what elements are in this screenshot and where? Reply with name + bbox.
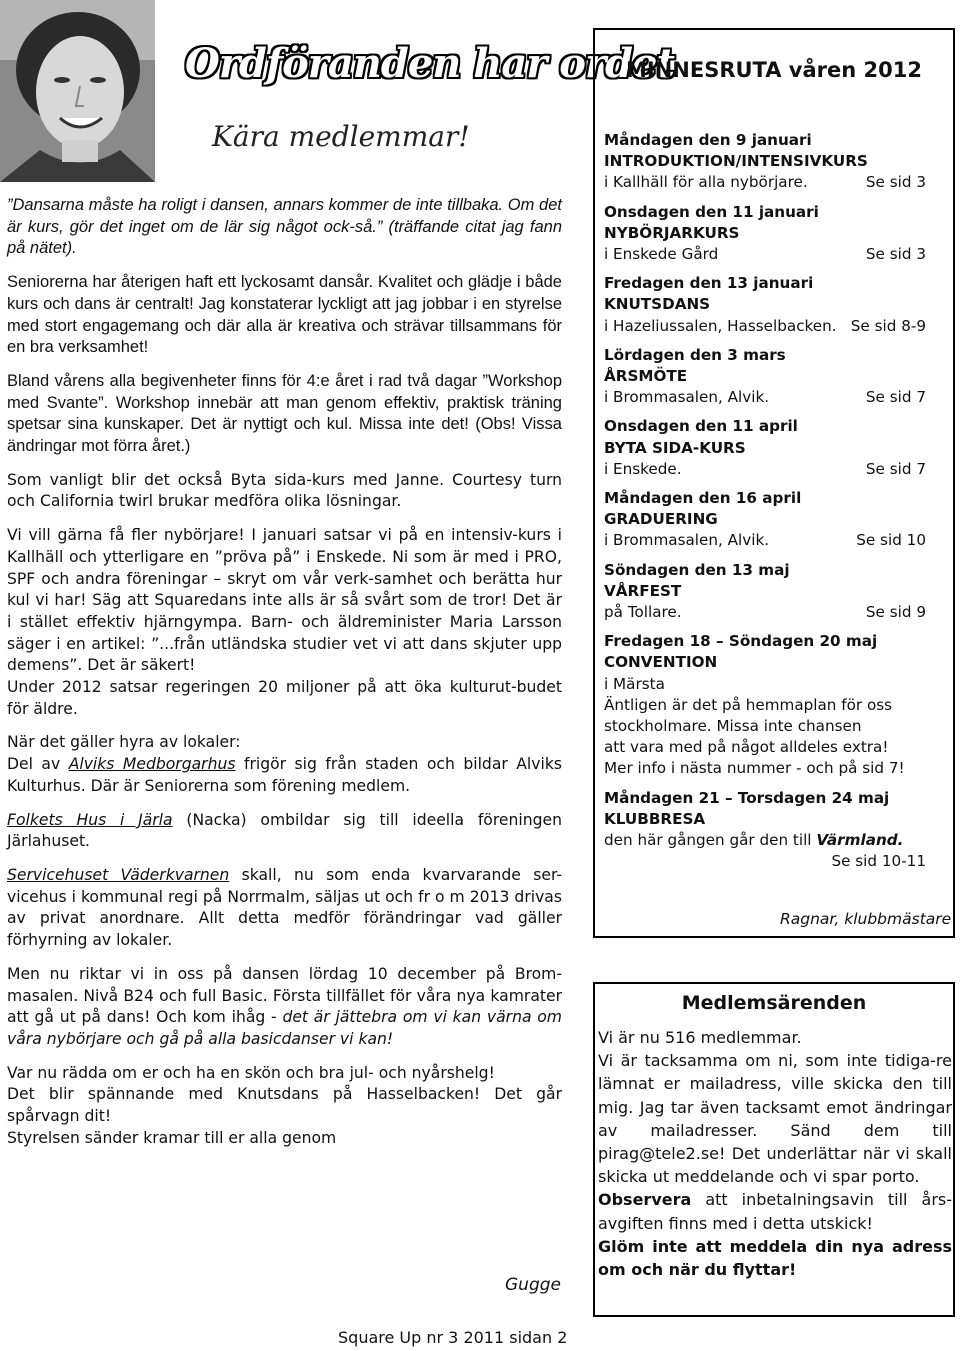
memo-event-list [604,130,926,881]
paragraph: Det blir spännande med Knutsdans på Hasselbacken! Det går spårvagn dit! [7,1085,562,1126]
paragraph: Under 2012 satsar regeringen 20 miljoner på att öka kulturut-budet för äldre. [7,678,562,718]
memo-event: Måndagen den 16 april GRADUERING i Brommasalen, Alvik. Se sid 10 [604,489,926,550]
members-reminder: Glöm inte att meddela din nya adress om och när du flyttar! [598,1236,952,1280]
memo-signature: Ragnar, klubbmästare [780,910,952,928]
memo-event-convention: Fredagen 18 – Söndagen 20 maj CONVENTION i Märsta Äntligen är det på hemmaplan för oss stockholmare. Missa inte chansen att vara med på något alldeles extra! Mer info i nästa nummer - och på sid 7! [604,632,905,778]
members-request: Vi är tacksamma om ni, som inte tidiga-re lämnat er mailadress, ville skicka den till mig. Jag tar även tacksamt emot ändringar av mailadresser. Sänd dem till pirag@tele2.se! Det underlättar när vi skall skicka ut meddelande och vi spar porto. [598,1051,952,1187]
paragraph: Folkets Hus i Järla (Nacka) ombildar sig till ideella föreningen Järlahuset. [7,810,562,851]
memo-event: Måndagen den 9 januari INTRODUKTION/INTENSIVKURS i Kallhäll för alla nybörjare. Se sid 3 [604,131,926,192]
greeting: Kära medlemmar! [212,120,470,153]
page-heading: Ordföranden har ordet [185,40,674,87]
memo-event: Söndagen den 13 maj VÅRFEST på Tollare. Se sid 9 [604,560,926,622]
memo-event: Fredagen den 13 januari KNUTSDANS i Hazeliussalen, Hasselbacken. Se sid 8-9 [604,274,926,335]
venue-name: Alviks Medborgarhus [68,755,236,774]
paragraph: När det gäller hyra av lokaler: Del av Alviks Medborgarhus frigör sig från staden och bildar Alviks Kulturhus. Där är Seniorerna som förening medlem. [7,733,562,795]
members-body [598,1026,952,1281]
memo-event-klubbresa: Måndagen 21 – Torsdagen 24 maj KLUBBRESA den här gången går den till Värmland. Se sid 10-11 [604,788,926,871]
memo-title: MINNESRUTA våren 2012 [626,58,922,82]
venue-name: Folkets Hus i Järla [7,810,173,829]
paragraph-line: När det gäller hyra av lokaler: [7,733,241,752]
page-footer: Square Up nr 3 2011 sidan 2 [338,1328,568,1347]
members-count: Vi är nu 516 medlemmar. [598,1028,802,1047]
emphasis: det är jättebra om vi kan värna om våra nybörjare och gå på alla basicdanser vi kan! [7,1008,562,1048]
paragraph-quote: ”Dansarna måste ha roligt i dansen, annars kommer de inte tillbaka. Om det är kurs, gör det inget om de lär sig något ock-så.” (träffande citat jag fann på nätet). [7,196,562,258]
paragraph: Var nu rädda om er och ha en skön och bra jul- och nyårshelg! [7,1063,495,1082]
paragraph: Men nu riktar vi in oss på dansen lördag 10 december på Brom-masalen. Nivå B24 och full Basic. Första tillfället för våra nya kamrater att gå ut på dans! Och kom ihåg - det är jättebra om vi kan värna om våra nybörjare och gå på alla basicdanser vi kan! [7,964,562,1048]
memo-event: Onsdagen den 11 april BYTA SIDA-KURS i Enskede. Se sid 7 [604,417,926,478]
author-photo [0,0,155,182]
members-notice: Observera att inbetalningsavin till års-avgiften finns med i detta utskick! [598,1190,952,1233]
paragraph: Styrelsen sänder kramar till er alla genom [7,1128,337,1147]
paragraph: Som vanligt blir det också Byta sida-kurs med Janne. Courtesy turn och California twirl brukar medföra olika lösningar. [7,470,562,511]
paragraph: Servicehuset Väderkvarnen skall, nu som enda kvarvarande ser-vicehus i kommunal regi på Norrmalm, säljas ut och fr o m 2013 drivas av privat anordnare. Allt detta medför förändringar vad gäller förhyrning av lokaler. [7,865,562,950]
article-body [7,195,562,1149]
paragraph: Seniorerna har återigen haft ett lyckosamt dansår. Kvalitet och glädje i både kurs och dans är centralt! Jag konstaterar lyckligt att jag jobbar i en styrelse med stort engagemang och där alla är kreativa och strävar tillsammans för en bra verksamhet! [7,273,562,357]
paragraph: Bland vårens alla begivenheter finns för 4:e året i rad två dagar ”Workshop med Svante”. Workshop innebär att man genom effektiv, praktisk träning spetsar sina kunskaper. Det är nyttigt och kul. Missa inte det! (Obs! Vissa ändringar mot förra året.) [7,371,562,456]
members-title: Medlemsärenden [681,992,867,1014]
memo-event: Lördagen den 3 mars ÅRSMÖTE i Brommasalen, Alvik. Se sid 7 [604,345,926,407]
venue-name: Servicehuset Väderkvarnen [7,865,230,884]
memo-event: Onsdagen den 11 januari NYBÖRJARKURS i Enskede Gård Se sid 3 [604,202,926,264]
paragraph: Vi vill gärna få fler nybörjare! I januari satsar vi på en intensiv-kurs i Kallhäll och ytterligare en ”pröva på” i Enskede. Ni som är med i PRO, SPF och andra föreningar – skryt om vår verk-samhet och berätta hur kul vi har! Säg att Squaredans inte alls är så svårt som de tror! Det är i stället effektiv hjärngympa. Barn- och äldreminister Maria Larsson säger i en artikel: ”...från utländska studier vet vi att dans skjuter upp demens”. Det är säkert! [7,526,562,675]
signature: Gugge [505,1275,561,1295]
